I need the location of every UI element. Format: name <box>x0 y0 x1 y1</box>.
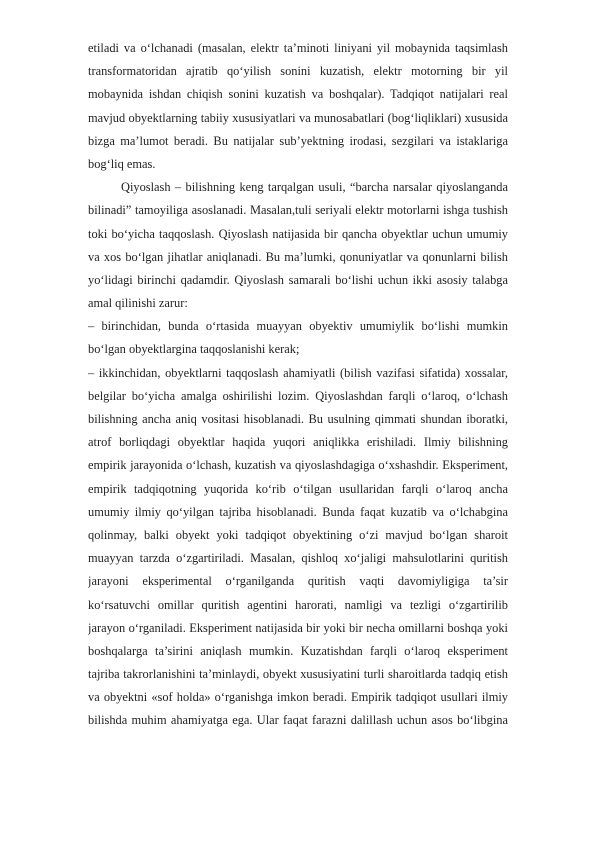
text-line: atrof borliqdagi obyektlar haqida yuqori aniqlikka erishiladi. Ilmiy bilishning <box>88 435 508 450</box>
text-line: umumiy ilmiy qo‘yilgan tajriba hisoblanadi. Bunda faqat kuzatib va o‘lchabgina <box>88 504 508 519</box>
text-line: mobaynida ishdan chiqish sonini kuzatish va boshqalar). Tadqiqot natijalari real <box>88 87 508 102</box>
text-line: va obyektni «sof holda» o‘rganishga imkon beradi. Empirik tadqiqot usullari ilmiy <box>88 690 508 705</box>
text-line: bilishda muhim ahamiyatga ega. Ular faqat farazni dalillash uchun asos bo‘libgina <box>88 713 508 728</box>
text-line: amal qilinishi zarur: <box>88 296 188 311</box>
text-line: bo‘lgan obyektlargina taqqoslanishi kerak; <box>88 342 300 357</box>
text-line: muayyan tarzda o‘zgartiriladi. Masalan, qishloq xo‘jaligi mahsulotlarini quritish <box>88 551 508 566</box>
text-line: yo‘lidagi birinchi qadamdir. Qiyoslash samarali bo‘lishi uchun ikki asosiy talabga <box>88 272 508 287</box>
text-line: mavjud obyektlarning tabiiy xususiyatlari va munosabatlari (bog‘liqliklari) xususida <box>88 110 508 125</box>
text-line: ko‘rsatuvchi omillar quritish agentini harorati, namligi va tezligi o‘zgartirilib <box>88 597 508 612</box>
text-line: bizga ma’lumot beradi. Bu natijalar sub’yektning irodasi, sezgilari va istaklariga <box>88 133 508 148</box>
text-line: bog‘liq emas. <box>88 156 156 171</box>
text-line: boshqalarga ta’sirini aniqlash mumkin. Kuzatishdan farqli o‘laroq eksperiment <box>88 643 508 658</box>
text-line: toki bo‘yicha taqqoslash. Qiyoslash natijasida bir qancha obyektlar uchun umumiy <box>88 226 508 241</box>
text-line: qolinmay, balki obyekt yoki tadqiqot obyektining o‘zi mavjud bo‘lgan sharoit <box>88 527 508 542</box>
text-line: bilinadi” tamoyiliga asoslanadi. Masalan,tuli seriyali elektr motorlarni ishga tushish <box>88 203 508 218</box>
text-line: bilishning ancha aniq vositasi hisoblanadi. Bu usulning qimmati shundan iboratki, <box>88 412 508 426</box>
text-line: transformatoridan ajratib qo‘yilish sonini kuzatish, elektr motorning bir yil <box>88 64 508 79</box>
text-line: tajriba takrorlanishini ta’minlaydi, obyekt xususiyatini turli sharoitlarda tadqiq etish <box>88 667 508 682</box>
text-line: empirik tadqiqotning yuqorida ko‘rib o‘tilgan usullaridan farqli o‘laroq ancha <box>88 481 508 496</box>
text-line: empirik jarayonida o‘lchash, kuzatish va qiyoslashdagiga o‘xshashdir. Eksperiment, <box>88 458 508 473</box>
text-line: va xos bo‘lgan jihatlar aniqlanadi. Bu ma’lumki, qonuniyatlar va qonunlarni bilish <box>88 249 508 264</box>
document-page <box>88 37 508 733</box>
text-line: etiladi va o‘lchanadi (masalan, elektr ta’minoti liniyani yil mobaynida taqsimlash <box>88 41 508 55</box>
text-line: Qiyoslash – bilishning keng tarqalgan usuli, “barcha narsalar qiyoslanganda <box>121 180 508 195</box>
text-line: jarayon o‘rganiladi. Eksperiment natijasida bir yoki bir necha omillarni boshqa yoki <box>88 620 508 635</box>
text-line: jarayoni eksperimental o‘rganilganda quritish vaqti davomiyligiga ta’sir <box>88 574 508 589</box>
text-line: – birinchidan, bunda o‘rtasida muayyan obyektiv umumiylik bo‘lishi mumkin <box>88 319 508 334</box>
text-line: belgilar bo‘yicha amalga oshirilishi lozim. Qiyoslashdan farqli o‘laroq, o‘lchash <box>88 388 508 403</box>
text-line: – ikkinchidan, obyektlarni taqqoslash ahamiyatli (bilish vazifasi sifatida) xossalar, <box>88 365 508 380</box>
